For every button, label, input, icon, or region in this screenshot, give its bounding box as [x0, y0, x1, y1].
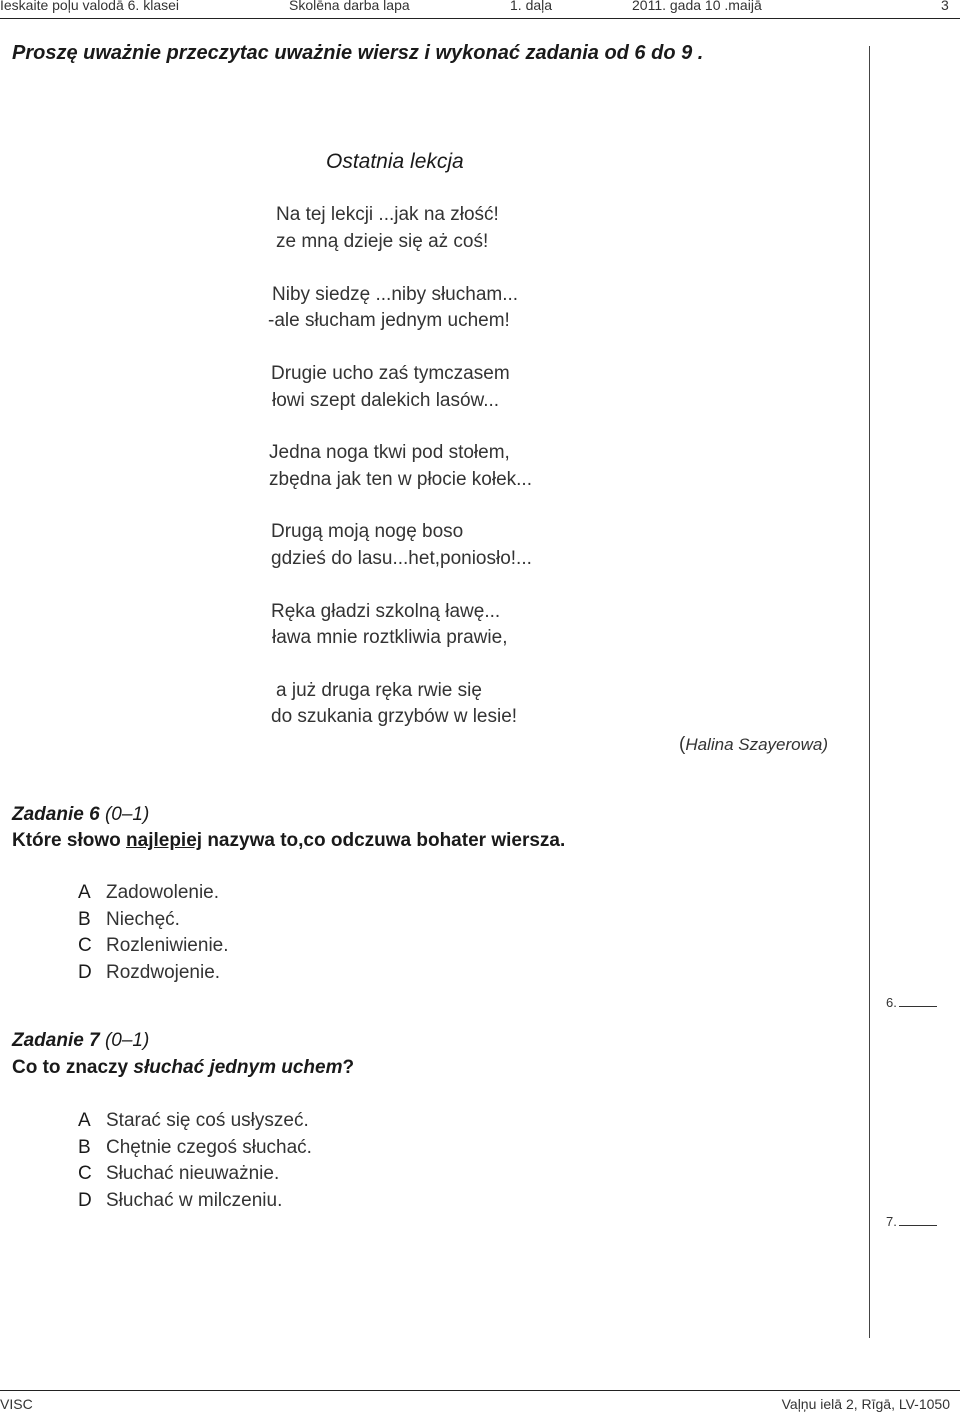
footer-organization: VISC — [0, 1396, 33, 1412]
header-type: Skolēna darba lapa — [289, 0, 410, 13]
task-7-option-c[interactable]: C Słuchać nieuważnie. — [78, 1163, 280, 1184]
task-7-score-field[interactable]: 7. — [886, 1214, 937, 1229]
poem-line: Jedna noga tkwi pod stołem, — [269, 442, 510, 463]
poem-line: Drugą moją nogę boso — [271, 521, 464, 542]
task-6-option-b[interactable]: B Niechęć. — [78, 909, 180, 930]
task-7-points: (0–1) — [104, 1030, 150, 1051]
poem-line: Na tej lekcji ...jak na złość! — [276, 204, 499, 225]
poem-title: Ostatnia lekcja — [326, 150, 464, 173]
instructions: Proszę uważnie przeczytac uważnie wiersz i wykonać zadania od 6 do 9 . — [12, 42, 704, 64]
header-part: 1. daļa — [510, 0, 553, 13]
task-6-option-c[interactable]: C Rozleniwienie. — [78, 935, 229, 956]
task-6-points: (0–1) — [104, 804, 150, 825]
poem-line: a już druga ręka rwie się — [276, 680, 482, 701]
task-6-emphasis: najlepiej — [126, 830, 203, 851]
task-6-question: Które słowo najlepiej nazywa to,co odczuwa bohater wiersza. — [12, 830, 566, 851]
header-page-number: 3 — [941, 0, 949, 13]
task-7-emphasis: słuchać jednym uchem — [133, 1057, 343, 1078]
poem-line: -ale słucham jednym uchem! — [268, 310, 510, 331]
header-date: 2011. gada 10 .maijā — [632, 0, 762, 13]
task-7-question: Co to znaczy słuchać jednym uchem? — [12, 1057, 355, 1078]
poem-line: Niby siedzę ...niby słucham... — [272, 284, 519, 305]
task-7-option-d[interactable]: D Słuchać w milczeniu. — [78, 1190, 283, 1211]
task-7-option-a[interactable]: A Starać się coś usłyszeć. — [78, 1110, 309, 1131]
margin-divider — [869, 46, 870, 1338]
task-6-heading — [12, 804, 149, 826]
task-7-label: Zadanie 7 — [12, 1030, 100, 1051]
poem-line: Drugie ucho zaś tymczasem — [271, 363, 510, 384]
task-6-score-field[interactable]: 6. — [886, 995, 937, 1010]
footer-address: Vaļņu ielā 2, Rīgā, LV-1050 — [781, 1396, 950, 1412]
poem-line: ze mną dzieje się aż coś! — [276, 231, 489, 252]
task-6-label: Zadanie 6 — [12, 804, 100, 825]
task-6-option-d[interactable]: D Rozdwojenie. — [78, 962, 221, 983]
task-6-option-a[interactable]: A Zadowolenie. — [78, 882, 220, 903]
poem-line: Ręka gładzi szkolną ławę... — [271, 601, 501, 622]
poem-line: gdzieś do lasu...het,poniosło!... — [271, 548, 532, 569]
poem-line: ława mnie roztkliwia prawie, — [272, 627, 508, 648]
header-rule — [0, 18, 960, 19]
poem-line: łowi szept dalekich lasów... — [272, 390, 500, 411]
footer-rule — [0, 1390, 960, 1391]
poem-line: do szukania grzybów w lesie! — [271, 706, 518, 727]
poem-line: zbędna jak ten w płocie kołek... — [269, 469, 532, 490]
task-7-option-b[interactable]: B Chętnie czegoś słuchać. — [78, 1137, 312, 1158]
header-subject: Ieskaite poļu valodā 6. klasei — [0, 0, 179, 13]
poem-author: (Halina Szayerowa) — [679, 734, 829, 755]
task-7-heading — [12, 1030, 149, 1052]
